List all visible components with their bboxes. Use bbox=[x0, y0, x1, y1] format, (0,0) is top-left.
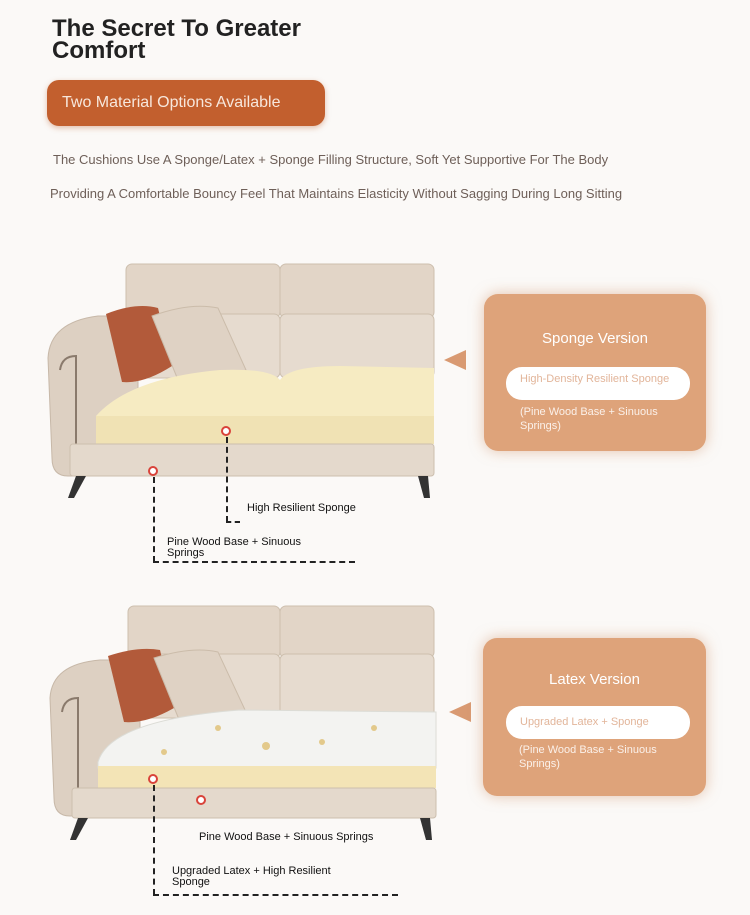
sponge-bottom-leader bbox=[153, 477, 155, 562]
sponge-callout-top: High Resilient Sponge bbox=[247, 502, 356, 514]
sponge-pill: High-Density Resilient Sponge bbox=[506, 367, 690, 400]
sofa-back-right bbox=[280, 606, 434, 658]
sponge-bottom-leader-h bbox=[153, 561, 355, 563]
sofa-leg-right bbox=[418, 476, 430, 498]
description-line-2: Providing A Comfortable Bouncy Feel That Maintains Elasticity Without Sagging During Long Sitting bbox=[50, 186, 623, 201]
latex-callout-top: Pine Wood Base + Sinuous Springs bbox=[199, 831, 374, 843]
sofa-back-right bbox=[280, 264, 434, 318]
material-options-badge: Two Material Options Available bbox=[47, 80, 325, 126]
latex-sofa-illustration bbox=[40, 602, 450, 842]
sponge-card-title: Sponge Version bbox=[542, 330, 648, 347]
latex-hole bbox=[319, 739, 325, 745]
latex-hole bbox=[262, 742, 270, 750]
sofa-leg-left bbox=[70, 818, 88, 840]
page-title: The Secret To Greater Comfort bbox=[52, 15, 301, 64]
description-line-1: The Cushions Use A Sponge/Latex + Sponge Filling Structure, Soft Yet Supportive For The Body bbox=[53, 152, 609, 167]
latex-card-title: Latex Version bbox=[549, 671, 640, 688]
sponge-callout-bottom: Pine Wood Base + Sinuous Springs bbox=[167, 536, 302, 559]
latex-pill: Upgraded Latex + Sponge bbox=[506, 706, 690, 739]
latex-bottom-marker bbox=[196, 795, 206, 805]
sponge-sofa-illustration bbox=[40, 258, 450, 503]
sofa-leg-right bbox=[420, 818, 432, 840]
latex-callout-bottom: Upgraded Latex + High Resilient Sponge bbox=[172, 865, 331, 888]
sponge-bottom-marker bbox=[148, 466, 158, 476]
sponge-top-leader bbox=[226, 437, 228, 522]
latex-top-marker bbox=[148, 774, 158, 784]
sofa-back-lower-right bbox=[280, 654, 434, 718]
latex-top-leader bbox=[153, 785, 155, 895]
latex-arrow-icon bbox=[449, 702, 471, 722]
latex-top-leader-h bbox=[153, 894, 398, 896]
sponge-top-leader-h bbox=[226, 521, 240, 523]
sponge-note: (Pine Wood Base + Sinuous Springs) bbox=[520, 406, 658, 432]
latex-hole bbox=[371, 725, 377, 731]
sponge-top-marker bbox=[221, 426, 231, 436]
sponge-cushion-block bbox=[96, 416, 434, 444]
latex-version-card bbox=[483, 638, 706, 796]
latex-hole bbox=[161, 749, 167, 755]
sofa-leg-left bbox=[68, 476, 86, 498]
latex-hole bbox=[215, 725, 221, 731]
sponge-version-card bbox=[484, 294, 706, 451]
latex-note: (Pine Wood Base + Sinuous Springs) bbox=[519, 744, 657, 770]
sponge-arrow-icon bbox=[444, 350, 466, 370]
sofa-base bbox=[72, 788, 436, 818]
sofa-base bbox=[70, 444, 434, 476]
